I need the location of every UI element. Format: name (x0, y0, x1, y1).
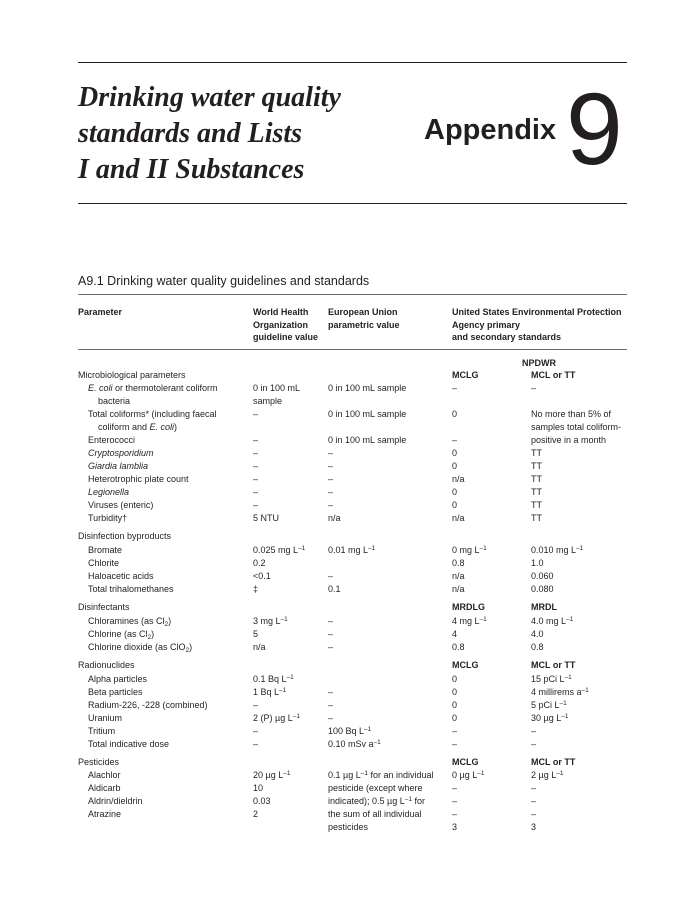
who-value: 0.025 mg $L^{-1}$ (253, 545, 306, 555)
table-row (0, 557, 691, 570)
mcl-value: 1.0 (531, 558, 544, 568)
param-name: Chlorite (88, 558, 120, 568)
mcl-value: – (531, 739, 537, 749)
who-value: – (253, 726, 259, 736)
title-line: Drinking water quality (78, 82, 341, 113)
param-name: Alachlor (88, 770, 121, 780)
eu-value: – (328, 571, 334, 581)
who-value: 3 mg $L^{-1}$ (253, 616, 288, 626)
table-row (0, 447, 691, 460)
table-row (0, 738, 691, 751)
table-row (0, 499, 691, 512)
mclg-value: 4 mg $L^{-1}$ (452, 616, 487, 626)
mclg-value: 4 (452, 629, 458, 639)
group-label: Disinfectants (78, 602, 130, 612)
mcl-value: 0.080 (531, 584, 554, 594)
table-row (0, 544, 691, 557)
param-name: Total indicative dose (88, 739, 170, 749)
mclg-value: 0 (452, 500, 458, 510)
param-name: Turbidity† (88, 513, 128, 523)
mrdlg-header: MRDLG (452, 602, 485, 612)
top-rule (78, 62, 627, 63)
appendix-label: Appendix (424, 114, 557, 146)
param-name: Radium-226, -228 (combined) (88, 700, 208, 710)
mclg-value: n/a (452, 474, 465, 484)
mcl-value: 4.0 mg $L^{-1}$ (531, 616, 574, 626)
group-row-pesticides (0, 756, 691, 769)
eu-value: 0.1 µg $L^{-1}$ for an individual (328, 770, 434, 780)
eu-value: – (328, 642, 334, 652)
group-row-radionuclides (0, 659, 691, 672)
mcl-value: 0.8 (531, 642, 544, 652)
header-us: United States Environmental Protection Agency primary and secondary standards (452, 307, 622, 342)
who-value: 20 µg $L^{-1}$ (253, 770, 291, 780)
mcl-value: TT (531, 487, 542, 497)
table-row (0, 486, 691, 499)
chapter-title (78, 80, 341, 188)
table-row (0, 782, 691, 795)
table-row (0, 712, 691, 725)
mrdl-header: MRDL (531, 602, 557, 612)
who-value: – (253, 409, 259, 419)
section-rule (78, 294, 627, 295)
mclg-value: 0 mg $L^{-1}$ (452, 545, 487, 555)
who-value: – (253, 474, 259, 484)
who-value: – (253, 739, 259, 749)
table-row (0, 795, 691, 808)
table-row (0, 673, 691, 686)
mcl-value: 0.060 (531, 571, 554, 581)
group-label: Microbiological parameters (78, 370, 186, 380)
param-name: Cryptosporidium (88, 448, 154, 458)
param-name: Bromate (88, 545, 123, 555)
group-row-micro (0, 369, 691, 382)
mcl-value: No more than 5% of (531, 409, 612, 419)
eu-value: pesticide (except where (328, 783, 423, 793)
table-row (0, 769, 691, 782)
header-npdwr: NPDWR (522, 358, 556, 368)
mcl-value: – (531, 726, 537, 736)
who-value: n/a (253, 642, 266, 652)
mcl-header: MCL or TT (531, 757, 576, 767)
table-row (0, 615, 691, 628)
who-value: 0.1 Bq $L^{-1}$ (253, 674, 294, 684)
group-label: Radionuclides (78, 660, 135, 670)
who-value: 0 in 100 mL (253, 383, 301, 393)
mclg-value: 0 (452, 461, 458, 471)
table-row (0, 382, 691, 395)
table-row (0, 512, 691, 525)
param-name: Uranium (88, 713, 123, 723)
eu-value: – (328, 713, 334, 723)
eu-value: 0.10 mSv $a^{-1}$ (328, 739, 381, 749)
eu-value: n/a (328, 513, 341, 523)
mcl-value: 4.0 (531, 629, 544, 639)
mclg-value: n/a (452, 584, 465, 594)
mclg-value: – (452, 435, 458, 445)
table-row (0, 686, 691, 699)
param-name: Aldrin/dieldrin (88, 796, 143, 806)
eu-value: – (328, 616, 334, 626)
table-row (0, 434, 691, 447)
mclg-value: 0 (452, 409, 458, 419)
eu-value: 0 in 100 mL sample (328, 409, 407, 419)
mclg-value: 0 (452, 674, 458, 684)
group-row-disinfectants (0, 601, 691, 614)
mcl-value: 2 µg $L^{-1}$ (531, 770, 564, 780)
table-row (0, 460, 691, 473)
param-name: Total trihalomethanes (88, 584, 174, 594)
mcl-value: 0.010 mg $L^{-1}$ (531, 545, 584, 555)
title-line: standards and Lists (78, 118, 303, 149)
who-value: ‡ (253, 584, 259, 594)
mclg-value: – (452, 726, 458, 736)
eu-value: – (328, 461, 334, 471)
eu-value: 0 in 100 mL sample (328, 435, 407, 445)
mclg-value: 0 (452, 700, 458, 710)
who-value: – (253, 500, 259, 510)
table-row (0, 408, 691, 421)
header-who: World Health Organization guideline value (253, 307, 319, 342)
mcl-header: MCL or TT (531, 370, 576, 380)
mcl-value: TT (531, 513, 542, 523)
table-row (0, 583, 691, 596)
table-row (0, 641, 691, 654)
mcl-value: TT (531, 461, 542, 471)
eu-value: the sum of all individual (328, 809, 422, 819)
param-name: Alpha particles (88, 674, 148, 684)
mclg-header: MCLG (452, 757, 479, 767)
param-name: Atrazine (88, 809, 122, 819)
who-value: – (253, 448, 259, 458)
mclg-header: MCLG (452, 370, 479, 380)
who-value: sample (253, 396, 283, 406)
header-eu: European Union parametric value (328, 307, 400, 330)
mcl-header: MCL or TT (531, 660, 576, 670)
title-line: I and II Substances (78, 154, 305, 185)
group-label: Disinfection byproducts (78, 531, 172, 541)
table-row (0, 570, 691, 583)
mcl-value: – (531, 383, 537, 393)
eu-value: 0.01 mg $L^{-1}$ (328, 545, 376, 555)
section-title: A9.1 Drinking water quality guidelines and standards (78, 274, 370, 288)
param-name: Chlorine dioxide (as ClO$_2$) (88, 642, 193, 654)
eu-value: – (328, 700, 334, 710)
eu-value: 0 in 100 mL sample (328, 383, 407, 393)
mcl-value: TT (531, 474, 542, 484)
who-value: 2 (P) µg $L^{-1}$ (253, 713, 300, 723)
mclg-value: n/a (452, 571, 465, 581)
eu-value: pesticides (328, 822, 369, 832)
who-value: – (253, 461, 259, 471)
mcl-value: TT (531, 448, 542, 458)
who-value: – (253, 700, 259, 710)
param-name: Giardia lamblia (88, 461, 149, 471)
mcl-value: TT (531, 500, 542, 510)
param-name: Heterotrophic plate count (88, 474, 189, 484)
eu-value: – (328, 474, 334, 484)
eu-value: 0.1 (328, 584, 341, 594)
mcl-value: – (531, 783, 537, 793)
who-value: 2 (253, 809, 259, 819)
mclg-value: – (452, 783, 458, 793)
table-row (0, 699, 691, 712)
group-label: Pesticides (78, 757, 120, 767)
mclg-value: 0.8 (452, 642, 465, 652)
who-value: 5 NTU (253, 513, 280, 523)
header-parameter: Parameter (78, 307, 123, 317)
param-name: Enterococci (88, 435, 136, 445)
title-bottom-rule (78, 203, 627, 204)
table-row (0, 628, 691, 641)
eu-value: – (328, 629, 334, 639)
mcl-value: 15 pCi $L^{-1}$ (531, 674, 572, 684)
mclg-value: 0 (452, 687, 458, 697)
table-row-continuation (0, 395, 691, 408)
eu-value: indicated); 0.5 µg $L^{-1}$ for (328, 796, 425, 806)
mcl-value: 5 pCi $L^{-1}$ (531, 700, 567, 710)
eu-value: – (328, 448, 334, 458)
param-name: Beta particles (88, 687, 143, 697)
mclg-value: 0 µg $L^{-1}$ (452, 770, 485, 780)
mclg-value: 0 (452, 487, 458, 497)
appendix-number: 9 (566, 72, 623, 186)
who-value: – (253, 435, 259, 445)
mclg-value: 0 (452, 448, 458, 458)
param-name: Aldicarb (88, 783, 121, 793)
who-value: 0.03 (253, 796, 271, 806)
mclg-value: – (452, 383, 458, 393)
param-name: coliform and E. coli) (98, 422, 178, 432)
eu-value: 100 Bq $L^{-1}$ (328, 726, 372, 736)
mclg-value: – (452, 796, 458, 806)
eu-value: – (328, 687, 334, 697)
mclg-header: MCLG (452, 660, 479, 670)
header-rule (78, 349, 627, 350)
mclg-value: 0 (452, 713, 458, 723)
mcl-value: 30 µg $L^{-1}$ (531, 713, 569, 723)
table-row-continuation (0, 421, 691, 434)
who-value: – (253, 487, 259, 497)
param-name: E. coli or thermotolerant coliform (88, 383, 218, 393)
param-name: bacteria (98, 396, 131, 406)
mcl-value: – (531, 809, 537, 819)
eu-value: – (328, 487, 334, 497)
mcl-value: samples total coliform- (531, 422, 622, 432)
who-value: 0.2 (253, 558, 266, 568)
param-name: Legionella (88, 487, 130, 497)
mclg-value: – (452, 809, 458, 819)
who-value: 5 (253, 629, 259, 639)
mclg-value: 3 (452, 822, 458, 832)
param-name: Total coliforms* (including faecal (88, 409, 217, 419)
group-row-dbp (0, 530, 691, 543)
param-name: Chloramines (as $Cl_2$) (88, 616, 172, 628)
table-row (0, 473, 691, 486)
who-value: 1 Bq $L^{-1}$ (253, 687, 287, 697)
table-row (0, 725, 691, 738)
mcl-value: positive in a month (531, 435, 607, 445)
mcl-value: – (531, 796, 537, 806)
param-name: Viruses (enteric) (88, 500, 154, 510)
mclg-value: – (452, 739, 458, 749)
param-name: Haloacetic acids (88, 571, 154, 581)
mclg-value: 0.8 (452, 558, 465, 568)
who-value: 10 (253, 783, 264, 793)
who-value: <0.1 (253, 571, 271, 581)
param-name: Tritium (88, 726, 116, 736)
mclg-value: n/a (452, 513, 465, 523)
mcl-value: 3 (531, 822, 537, 832)
param-name: Chlorine (as $Cl_2$) (88, 629, 155, 641)
table-row-continuation (0, 821, 691, 834)
mcl-value: 4 millirems $a^{-1}$ (531, 687, 589, 697)
table-row (0, 808, 691, 821)
eu-value: – (328, 500, 334, 510)
